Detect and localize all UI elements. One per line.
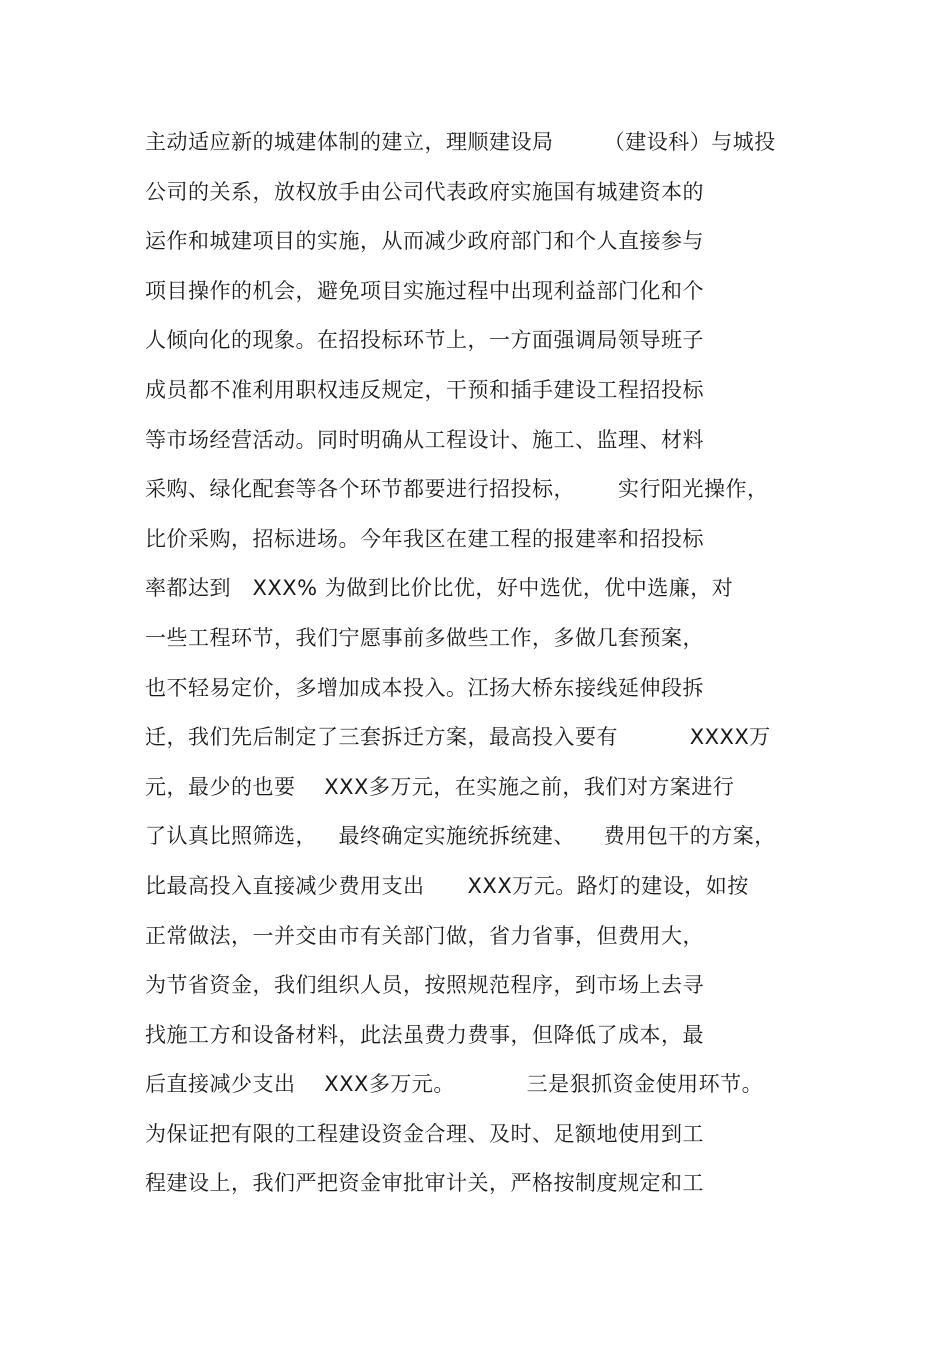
text-line: 正常做法，一并交由市有关部门做，省力省事，但费用大，: [145, 923, 704, 948]
text-line: 一些工程环节，我们宁愿事前多做些工作，多做几套预案，: [145, 625, 704, 650]
text-line: 迁，我们先后制定了三套拆迁方案，最高投入要有 XXXX万: [145, 725, 771, 750]
text-line: 成员都不准利用职权违反规定，干预和插手建设工程招投标: [145, 377, 704, 402]
text-line: 比价采购，招标进场。今年我区在建工程的报建率和招投标: [145, 526, 704, 551]
text-line: 元，最少的也要 XXX多万元，在实施之前，我们对方案进行: [145, 774, 735, 799]
text-line: 人倾向化的现象。在招投标环节上，一方面强调局领导班子: [145, 328, 704, 353]
text-line: 公司的关系，放权放手由公司代表政府实施国有城建资本的: [145, 179, 704, 204]
text-line: 为节省资金，我们组织人员，按照规范程序，到市场上去寻: [145, 973, 704, 998]
text-line: 等市场经营活动。同时明确从工程设计、施工、监理、材料: [145, 427, 704, 452]
text-line: 找施工方和设备材料，此法虽费力费事，但降低了成本，最: [145, 1022, 704, 1047]
text-line: 也不轻易定价，多增加成本投入。江扬大桥东接线延伸段拆: [145, 675, 704, 700]
text-line: 主动适应新的城建体制的建立，理顺建设局 （建设科）与城投: [145, 130, 776, 154]
text-line: 后直接减少支出 XXX多万元。 三是狠抓资金使用环节。: [145, 1072, 764, 1097]
text-line: 了认真比照筛选， 最终确定实施统拆统建、 费用包干的方案，: [145, 824, 776, 849]
text-line: 比最高投入直接减少费用支出 XXX万元。路灯的建设，如按: [145, 873, 749, 898]
text-line: 采购、绿化配套等各个环节都要进行招投标， 实行阳光操作，: [145, 477, 769, 502]
document-body: [145, 118, 845, 1209]
text-line: 为保证把有限的工程建设资金合理、及时、足额地使用到工: [145, 1121, 704, 1146]
text-line: 项目操作的机会，避免项目实施过程中出现利益部门化和个: [145, 278, 704, 303]
text-line: 运作和城建项目的实施，从而减少政府部门和个人直接参与: [145, 229, 704, 254]
text-line: 率都达到 XXX% 为做到比价比优，好中选优，优中选廉，对: [145, 576, 734, 601]
text-line: 程建设上，我们严把资金审批审计关，严格按制度规定和工: [145, 1171, 704, 1196]
